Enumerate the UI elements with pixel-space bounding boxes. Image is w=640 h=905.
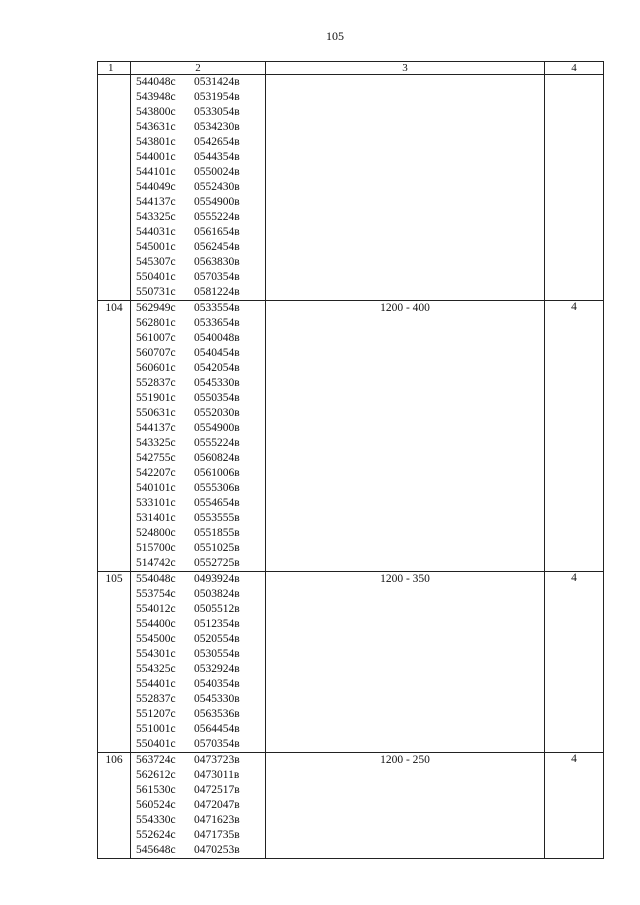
table-row — [98, 753, 604, 859]
longitude-value: 0553555в — [194, 512, 240, 524]
latitude-value: 560524с — [136, 799, 176, 811]
header-col-3: 3 — [266, 62, 545, 75]
coordinate-pair — [136, 301, 265, 316]
longitude-value: 0551025в — [194, 542, 240, 554]
latitude-value: 544101с — [136, 166, 176, 178]
coordinate-pair — [136, 451, 265, 466]
longitude-value: 0545330в — [194, 377, 240, 389]
longitude-value: 0540354в — [194, 678, 240, 690]
coordinate-pair — [136, 572, 265, 587]
coordinate-list — [131, 301, 266, 572]
longitude-value: 0503824в — [194, 588, 240, 600]
depth-range — [266, 75, 545, 301]
latitude-value: 552837с — [136, 377, 176, 389]
latitude-value: 550631с — [136, 407, 176, 419]
coordinate-list — [131, 75, 266, 301]
latitude-value: 514742с — [136, 557, 176, 569]
coordinate-pair — [136, 391, 265, 406]
coordinate-pair — [136, 285, 265, 300]
latitude-value: 544031с — [136, 226, 176, 238]
coordinates-table — [97, 61, 603, 859]
latitude-value: 554330с — [136, 814, 176, 826]
longitude-value: 0473723в — [194, 754, 240, 766]
longitude-value: 0530554в — [194, 648, 240, 660]
header-col-2: 2 — [131, 62, 266, 75]
table-row — [98, 301, 604, 572]
coordinate-list — [131, 572, 266, 753]
longitude-value: 0532924в — [194, 663, 240, 675]
coordinate-pair — [136, 768, 265, 783]
longitude-value: 0563830в — [194, 256, 240, 268]
longitude-value: 0472047в — [194, 799, 240, 811]
latitude-value: 544049с — [136, 181, 176, 193]
coordinate-pair — [136, 496, 265, 511]
longitude-value: 0542054в — [194, 362, 240, 374]
coordinate-pair — [136, 240, 265, 255]
coordinate-pair — [136, 195, 265, 210]
latitude-value: 540101с — [136, 482, 176, 494]
longitude-value: 0554654в — [194, 497, 240, 509]
coordinate-pair — [136, 331, 265, 346]
table-header-row — [98, 62, 604, 75]
coordinate-pair — [136, 556, 265, 571]
depth-range: 1200 - 350 — [266, 572, 545, 753]
coordinate-pair — [136, 798, 265, 813]
longitude-value: 0555224в — [194, 437, 240, 449]
latitude-value: 554500с — [136, 633, 176, 645]
longitude-value: 0533554в — [194, 302, 240, 314]
coordinate-pair — [136, 165, 265, 180]
category-value: 4 — [545, 753, 604, 859]
page-number: 105 — [326, 29, 344, 43]
coordinate-pair — [136, 813, 265, 828]
latitude-value: 544048с — [136, 76, 176, 88]
latitude-value: 554012с — [136, 603, 176, 615]
latitude-value: 531401с — [136, 512, 176, 524]
coordinate-pair — [136, 406, 265, 421]
coordinate-pair — [136, 662, 265, 677]
coordinate-pair — [136, 421, 265, 436]
longitude-value: 0555306в — [194, 482, 240, 494]
latitude-value: 554325с — [136, 663, 176, 675]
latitude-value: 543631с — [136, 121, 176, 133]
latitude-value: 543325с — [136, 437, 176, 449]
coordinate-pair — [136, 737, 265, 752]
latitude-value: 554048с — [136, 573, 176, 585]
coordinate-pair — [136, 587, 265, 602]
coordinate-pair — [136, 677, 265, 692]
latitude-value: 543800с — [136, 106, 176, 118]
longitude-value: 0564454в — [194, 723, 240, 735]
latitude-value: 544137с — [136, 422, 176, 434]
category-value: 4 — [545, 301, 604, 572]
longitude-value: 0552725в — [194, 557, 240, 569]
coordinate-pair — [136, 828, 265, 843]
coordinate-pair — [136, 105, 265, 120]
header-col-1: 1 — [98, 62, 131, 75]
coordinate-pair — [136, 722, 265, 737]
longitude-value: 0554900в — [194, 196, 240, 208]
longitude-value: 0493924в — [194, 573, 240, 585]
header-col-4: 4 — [545, 62, 604, 75]
latitude-value: 562949с — [136, 302, 176, 314]
row-number: 104 — [98, 301, 131, 572]
coordinate-pair — [136, 225, 265, 240]
coordinate-pair — [136, 511, 265, 526]
latitude-value: 561530с — [136, 784, 176, 796]
latitude-value: 550731с — [136, 286, 176, 298]
coordinate-pair — [136, 376, 265, 391]
longitude-value: 0533654в — [194, 317, 240, 329]
coordinate-pair — [136, 783, 265, 798]
latitude-value: 560601с — [136, 362, 176, 374]
longitude-value: 0550024в — [194, 166, 240, 178]
latitude-value: 545307с — [136, 256, 176, 268]
latitude-value: 515700с — [136, 542, 176, 554]
latitude-value: 561007с — [136, 332, 176, 344]
longitude-value: 0512354в — [194, 618, 240, 630]
longitude-value: 0471735в — [194, 829, 240, 841]
latitude-value: 542755с — [136, 452, 176, 464]
latitude-value: 553754с — [136, 588, 176, 600]
latitude-value: 543801с — [136, 136, 176, 148]
latitude-value: 562801с — [136, 317, 176, 329]
latitude-value: 545001с — [136, 241, 176, 253]
longitude-value: 0545330в — [194, 693, 240, 705]
latitude-value: 542207с — [136, 467, 176, 479]
coordinate-pair — [136, 90, 265, 105]
longitude-value: 0552430в — [194, 181, 240, 193]
latitude-value: 545648с — [136, 844, 176, 856]
longitude-value: 0563536в — [194, 708, 240, 720]
latitude-value: 543325с — [136, 211, 176, 223]
longitude-value: 0550354в — [194, 392, 240, 404]
longitude-value: 0561006в — [194, 467, 240, 479]
coordinate-pair — [136, 481, 265, 496]
row-number — [98, 75, 131, 301]
coordinate-pair — [136, 180, 265, 195]
longitude-value: 0542654в — [194, 136, 240, 148]
coordinate-pair — [136, 135, 265, 150]
latitude-value: 550401с — [136, 738, 176, 750]
coordinate-pair — [136, 602, 265, 617]
category-value: 4 — [545, 572, 604, 753]
coordinate-pair — [136, 632, 265, 647]
row-number: 106 — [98, 753, 131, 859]
coordinate-list — [131, 753, 266, 859]
longitude-value: 0555224в — [194, 211, 240, 223]
latitude-value: 552624с — [136, 829, 176, 841]
longitude-value: 0470253в — [194, 844, 240, 856]
latitude-value: 554301с — [136, 648, 176, 660]
longitude-value: 0472517в — [194, 784, 240, 796]
coordinate-pair — [136, 120, 265, 135]
longitude-value: 0560824в — [194, 452, 240, 464]
longitude-value: 0520554в — [194, 633, 240, 645]
longitude-value: 0562454в — [194, 241, 240, 253]
latitude-value: 544001с — [136, 151, 176, 163]
coordinate-pair — [136, 436, 265, 451]
longitude-value: 0505512в — [194, 603, 240, 615]
longitude-value: 0581224в — [194, 286, 240, 298]
longitude-value: 0540048в — [194, 332, 240, 344]
coordinate-pair — [136, 843, 265, 858]
latitude-value: 550401с — [136, 271, 176, 283]
coordinate-pair — [136, 316, 265, 331]
latitude-value: 543948с — [136, 91, 176, 103]
coordinate-pair — [136, 255, 265, 270]
depth-range: 1200 - 250 — [266, 753, 545, 859]
latitude-value: 554401с — [136, 678, 176, 690]
longitude-value: 0561654в — [194, 226, 240, 238]
latitude-value: 563724с — [136, 754, 176, 766]
coordinate-pair — [136, 75, 265, 90]
coordinate-pair — [136, 541, 265, 556]
coordinate-pair — [136, 466, 265, 481]
coordinate-pair — [136, 526, 265, 541]
longitude-value: 0544354в — [194, 151, 240, 163]
table-body — [98, 75, 604, 859]
latitude-value: 552837с — [136, 693, 176, 705]
table-row — [98, 572, 604, 753]
latitude-value: 544137с — [136, 196, 176, 208]
coordinate-pair — [136, 753, 265, 768]
longitude-value: 0570354в — [194, 271, 240, 283]
latitude-value: 551001с — [136, 723, 176, 735]
latitude-value: 551901с — [136, 392, 176, 404]
longitude-value: 0531424в — [194, 76, 240, 88]
coordinate-pair — [136, 707, 265, 722]
latitude-value: 560707с — [136, 347, 176, 359]
latitude-value: 551207с — [136, 708, 176, 720]
coordinate-pair — [136, 361, 265, 376]
coordinate-pair — [136, 647, 265, 662]
coordinate-pair — [136, 617, 265, 632]
longitude-value: 0471623в — [194, 814, 240, 826]
latitude-value: 533101с — [136, 497, 176, 509]
coordinate-pair — [136, 270, 265, 285]
latitude-value: 554400с — [136, 618, 176, 630]
table-row — [98, 75, 604, 301]
longitude-value: 0554900в — [194, 422, 240, 434]
longitude-value: 0473011в — [194, 769, 240, 781]
latitude-value: 562612с — [136, 769, 176, 781]
longitude-value: 0552030в — [194, 407, 240, 419]
longitude-value: 0534230в — [194, 121, 240, 133]
category-value — [545, 75, 604, 301]
latitude-value: 524800с — [136, 527, 176, 539]
coordinate-pair — [136, 210, 265, 225]
longitude-value: 0540454в — [194, 347, 240, 359]
coordinate-pair — [136, 346, 265, 361]
longitude-value: 0531954в — [194, 91, 240, 103]
coordinate-pair — [136, 150, 265, 165]
longitude-value: 0533054в — [194, 106, 240, 118]
row-number: 105 — [98, 572, 131, 753]
longitude-value: 0570354в — [194, 738, 240, 750]
longitude-value: 0551855в — [194, 527, 240, 539]
coordinate-pair — [136, 692, 265, 707]
depth-range: 1200 - 400 — [266, 301, 545, 572]
